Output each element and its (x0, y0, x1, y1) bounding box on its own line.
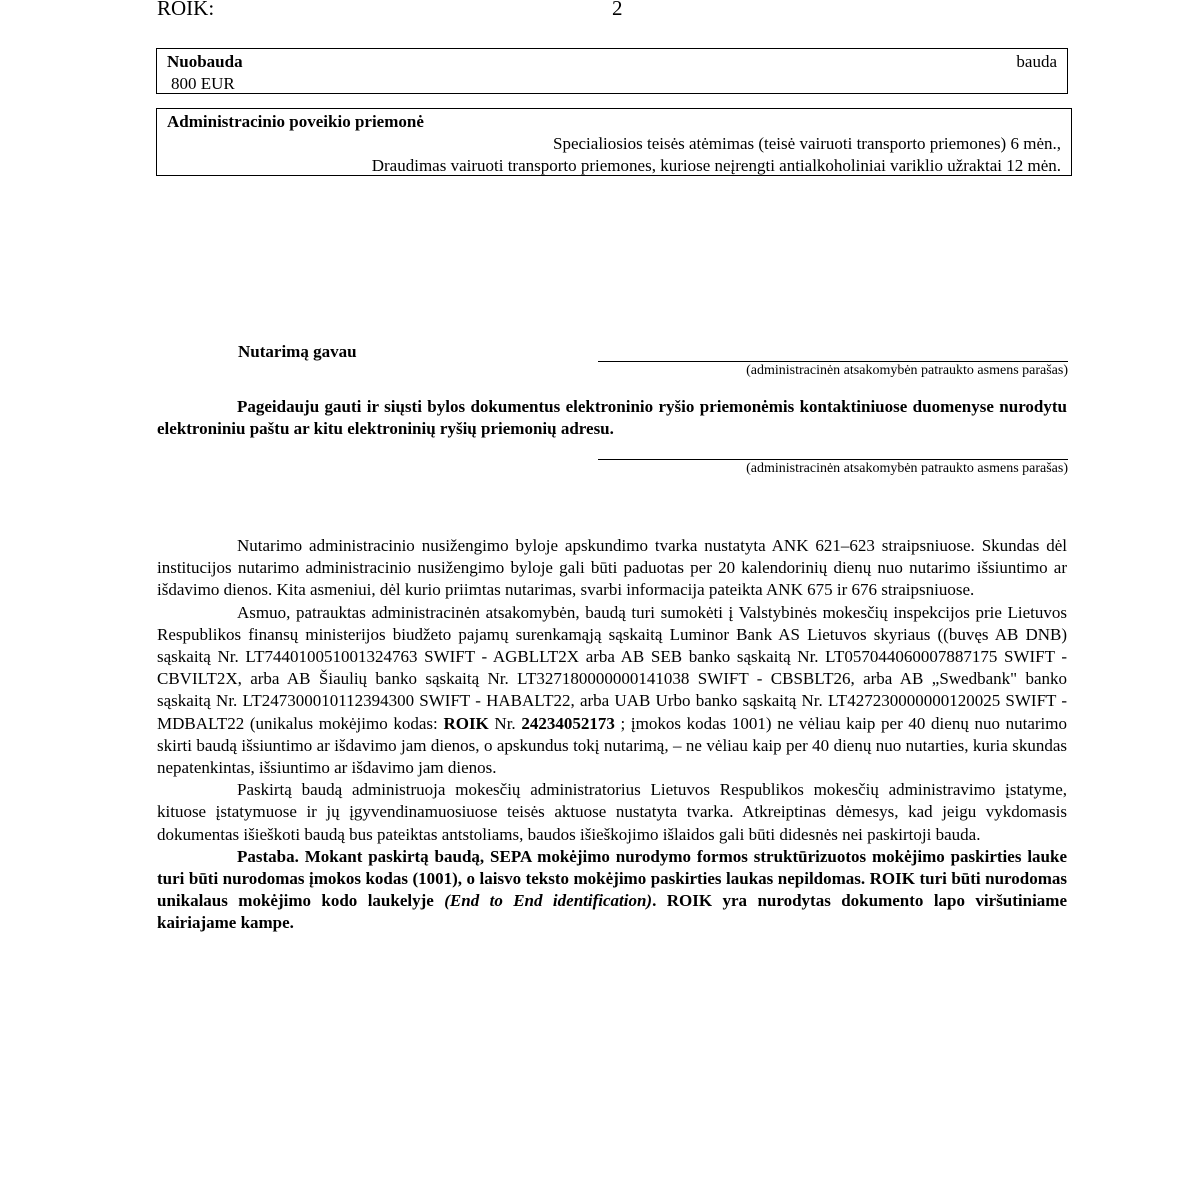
request-signature-caption: (administracinėn atsakomybėn patraukto asmens parašas) (746, 461, 1068, 476)
measure-line-1: Specialiosios teisės atėmimas (teisė vairuoti transporto priemones) 6 mėn., (553, 134, 1061, 153)
note-paragraph (157, 846, 1067, 935)
page-number: 2 (612, 0, 623, 20)
administration-paragraph: Paskirtą baudą administruoja mokesčių administratorius Lietuvos Respublikos mokesčių administravimo įstatyme, kituose įstatymuose ir jų įgyvendinamuosiuose teisės aktuose nustatyta tvarka. Atkreiptinas dėmesys, kad jeigu vykdomasis dokumentas išieškoti baudą bus pateiktas antstoliams, baudos išieškojimo išlaidos gali būti didesnės nei paskirtoji bauda. (157, 780, 1067, 844)
note-italic: (End to End identification) (444, 891, 653, 911)
measure-title: Administracinio poveikio priemonė (167, 112, 424, 131)
electronic-request (157, 396, 1067, 440)
payment-nr: Nr. (488, 713, 522, 733)
penalty-type: bauda (1016, 52, 1057, 71)
penalty-box (156, 48, 1068, 94)
payment-text-2: ; įmokos kodas 1001) ne vėliau kaip per 40 dienų nuo nutarimo skirti baudą išsiuntimo ar išdavimo jam dienos, o apskundus tokį nutarimą, – ne vėliau kaip per 40 dienų nuo nutarties, kuria skundas nepatenkintas, išsiuntimo ar išdavimo jam dienos. (157, 713, 1068, 778)
body-text (157, 535, 1067, 935)
request-signature-line (598, 459, 1068, 460)
penalty-title: Nuobauda (167, 52, 243, 71)
payment-text-1: Asmuo, patrauktas administracinėn atsakomybėn, baudą turi sumokėti į Valstybinės mokesčių inspekcijos prie Lietuvos Respublikos finansų ministerijos biudžeto pajamų surenkamąją sąskaitą Luminor Bank AS Lietuvos skyriaus ((buvęs AB DNB) sąskaitą Nr. LT744010051001324763 SWIFT - AGBLLT2X arba AB SEB banko sąskaitą Nr. LT057044060007887175 SWIFT - CBVILT2X, arba AB Šiaulių banko sąskaitą Nr. LT327180000000141038 SWIFT - CBSBLT26, arba AB „Swedbank" banko sąskaitą Nr. LT247300010112394300 SWIFT - HABALT22, arba UAB Urbo banko sąskaitą Nr. LT427230000000120025 SWIFT - MDBALT22 (unikalus mokėjimo kodas: (157, 602, 1067, 733)
payment-code: 24234052173 (521, 713, 615, 733)
roik-label: ROIK: (157, 0, 215, 20)
penalty-amount: 800 EUR (171, 74, 235, 93)
appeal-paragraph: Nutarimo administracinio nusižengimo byloje apskundimo tvarka nustatyta ANK 621–623 straipsniuose. Skundas dėl institucijos nutarimo administracinio nusižengimo byloje gali būti paduotas per 20 kalendorinių dienų nuo nutarimo išsiuntimo ar išdavimo dienos. Kita asmeniui, dėl kurio priimtas nutarimas, svarbi informacija pateikta ANK 675 ir 676 straipsniuose. (157, 536, 1067, 600)
measure-line-2: Draudimas vairuoti transporto priemones, kuriose neįrengti antialkoholiniai variklio užraktai 12 mėn. (371, 156, 1061, 175)
payment-paragraph (157, 602, 1067, 780)
electronic-request-text: Pageidauju gauti ir siųsti bylos dokumentus elektroninio ryšio priemonėmis kontaktiniuose duomenyse nurodytu elektroniniu paštu ar kitu elektroninių ryšių priemonių adresu. (157, 397, 1067, 439)
note-text-1: Pastaba. Mokant paskirtą baudą, SEPA mokėjimo nurodymo formos struktūrizuotos mokėjimo paskirties lauke turi būti nurodomas įmokos kodas (1001), o laisvo teksto mokėjimo paskirties laukas nepildomas. ROIK turi būti nurodomas unikalaus mokėjimo kodo laukelyje (157, 846, 1067, 911)
note-text-2: . ROIK yra nurodytas dokumento lapo viršutiniame kairiajame kampe. (157, 891, 1068, 933)
receipt-label: Nutarimą gavau (238, 342, 357, 361)
measure-box (156, 108, 1072, 176)
receipt-signature-caption: (administracinėn atsakomybėn patraukto asmens parašas) (746, 363, 1068, 378)
receipt-signature-line (598, 361, 1068, 362)
payment-roik: ROIK (443, 713, 489, 733)
